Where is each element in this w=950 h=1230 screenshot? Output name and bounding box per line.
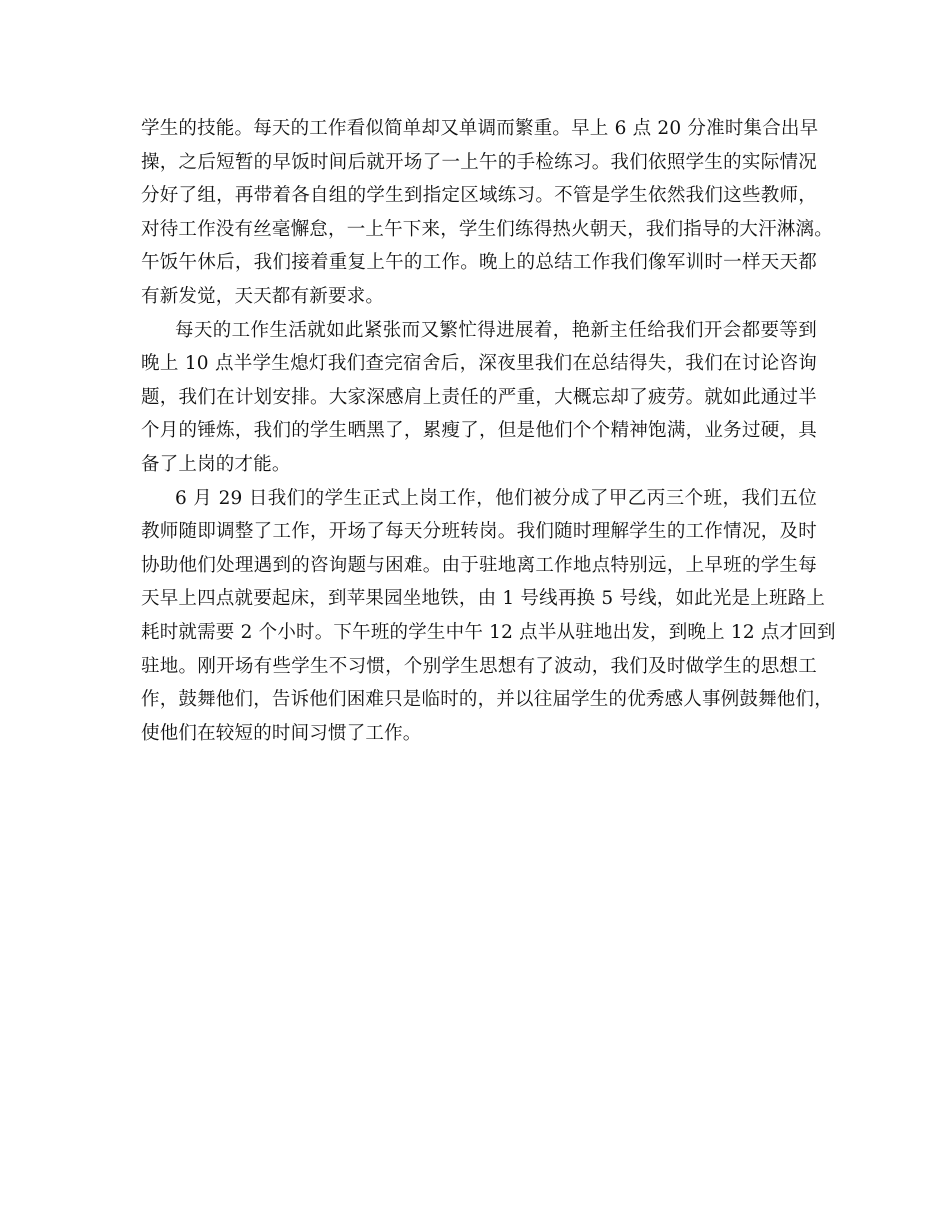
text-line: 午饭午休后，我们接着重复上午的工作。晚上的总结工作我们像军训时一样天天都 — [141, 252, 817, 274]
text-line: 分好了组，再带着各自组的学生到指定区域练习。不管是学生依然我们这些教师， — [141, 185, 817, 207]
text-line: 对待工作没有丝毫懈怠，一上午下来，学生们练得热火朝天，我们指导的大汗淋漓。 — [141, 218, 833, 240]
text-line: 学生的技能。每天的工作看似简单却又单调而繁重。早上 6 点 20 分准时集合出早 — [141, 118, 819, 139]
text-line: 备了上岗的才能。 — [141, 453, 291, 475]
text-line: 有新发觉，天天都有新要求。 — [141, 285, 385, 307]
paragraph-1 — [141, 112, 833, 314]
text-line: 题，我们在计划安排。大家深感肩上责任的严重，大概忘却了疲劳。就如此通过半 — [141, 386, 817, 408]
text-line: 个月的锤炼，我们的学生晒黑了，累瘦了，但是他们个个精神饱满，业务过硬，具 — [141, 420, 817, 442]
text-line: 每天的工作生活就如此紧张而又繁忙得进展着，艳新主任给我们开会都要等到 — [175, 319, 817, 341]
text-line: 6 月 29 日我们的学生正式上岗工作，他们被分成了甲乙丙三个班，我们五位 — [175, 487, 817, 509]
text-line: 协助他们处理遇到的咨询题与困难。由于驻地离工作地点特别远，上早班的学生每 — [141, 554, 817, 576]
paragraph-2 — [141, 314, 817, 482]
text-line: 教师随即调整了工作，开场了每天分班转岗。我们随时理解学生的工作情况，及时 — [141, 521, 817, 543]
text-line: 耗时就需要 2 个小时。下午班的学生中午 12 点半从驻地出发，到晚上 12 点才回到 — [141, 621, 836, 643]
text-line: 作，鼓舞他们，告诉他们困难只是临时的，并以往届学生的优秀感人事例鼓舞他们， — [141, 689, 833, 711]
document-body — [141, 112, 836, 750]
text-line: 驻地。刚开场有些学生不习惯，个别学生思想有了波动，我们及时做学生的思想工 — [141, 655, 817, 677]
text-line: 天早上四点就要起床，到苹果园坐地铁，由 1 号线再换 5 号线，如此光是上班路上 — [141, 588, 826, 610]
text-line: 晚上 10 点半学生熄灯我们查完宿舍后，深夜里我们在总结得失，我们在讨论咨询 — [141, 353, 817, 375]
text-line: 使他们在较短的时间习惯了工作。 — [141, 722, 422, 744]
paragraph-3 — [141, 482, 836, 751]
text-line: 操，之后短暂的早饭时间后就开场了一上午的手检练习。我们依照学生的实际情况 — [141, 151, 817, 173]
